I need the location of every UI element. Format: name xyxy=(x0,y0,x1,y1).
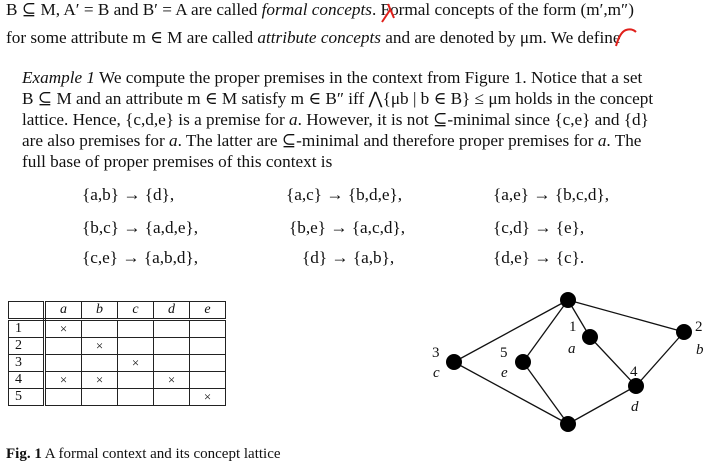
premise-3-2: {c,d} → {e}, xyxy=(493,218,585,237)
premise-3-3: {d,e} → {c}. xyxy=(493,248,585,267)
node-attr-d: d xyxy=(631,399,639,415)
attr-header-a: a xyxy=(45,302,82,320)
incidence-cell xyxy=(154,389,190,406)
incidence-cell xyxy=(118,338,154,355)
text-span: We compute the proper premises in the context from Figure 1. Notice that a set xyxy=(95,68,643,87)
caption-text: A formal context and its concept lattice xyxy=(41,446,281,462)
incidence-cell xyxy=(190,372,226,389)
incidence-cell xyxy=(45,355,82,372)
example-label: Example 1 xyxy=(22,68,96,87)
caption-label: Fig. 1 xyxy=(6,446,42,462)
red-annotation-mark-2 xyxy=(612,22,640,50)
premise-1-1: {a,b} → {d}, xyxy=(82,185,175,204)
lattice-node-top xyxy=(560,292,576,308)
red-annotation-mark-1 xyxy=(378,0,400,26)
lattice-nodes xyxy=(446,292,692,432)
node-label-3: 3 xyxy=(432,345,440,361)
incidence-cell xyxy=(118,320,154,338)
lattice-edge xyxy=(568,386,636,424)
node-label-1: 1 xyxy=(569,319,577,335)
var-a: a xyxy=(169,131,178,150)
table-row xyxy=(9,320,226,338)
figure-caption xyxy=(6,446,281,463)
node-attr-e: e xyxy=(501,365,508,381)
object-label: 4 xyxy=(9,372,45,389)
object-label: 3 xyxy=(9,355,45,372)
text-span: . The latter are ⊆-minimal and therefore proper premises for xyxy=(177,131,598,150)
incidence-cell xyxy=(82,389,118,406)
example-line-1 xyxy=(22,68,642,88)
incidence-cell xyxy=(82,355,118,372)
node-label-5: 5 xyxy=(500,345,508,361)
lattice-edge xyxy=(454,362,568,424)
lattice-edge xyxy=(454,300,568,362)
lattice-node-4 xyxy=(628,378,644,394)
incidence-cell xyxy=(154,355,190,372)
premise-1-2: {b,c} → {a,d,e}, xyxy=(82,218,199,237)
lattice-node-bottom xyxy=(560,416,576,432)
lattice-edge xyxy=(568,300,684,332)
premise-2-1: {a,c} → {b,d,e}, xyxy=(286,185,403,204)
node-label-2: 2 xyxy=(695,319,703,335)
object-label: 1 xyxy=(9,320,45,338)
attr-header-d: d xyxy=(154,302,190,320)
var-a: a xyxy=(597,131,607,150)
table-row xyxy=(9,355,226,372)
incidence-cell xyxy=(190,338,226,355)
premise-2-2: {b,e} → {a,c,d}, xyxy=(289,218,406,237)
var-a: a xyxy=(289,110,298,129)
incidence-cell: × xyxy=(190,389,226,406)
lattice-edge xyxy=(523,300,568,362)
term-attribute-concepts: attribute concepts xyxy=(257,28,381,47)
incidence-cell: × xyxy=(45,320,82,338)
attr-header-e: e xyxy=(190,302,226,320)
incidence-cell: × xyxy=(118,355,154,372)
node-label-4: 4 xyxy=(630,364,638,380)
object-label: 2 xyxy=(9,338,45,355)
object-label: 5 xyxy=(9,389,45,406)
table-row xyxy=(9,338,226,355)
text-span: B ⊆ M, A′ = B and B′ = A are called xyxy=(6,0,262,19)
incidence-cell: × xyxy=(82,372,118,389)
node-attr-b: b xyxy=(696,342,704,358)
incidence-cell: × xyxy=(45,372,82,389)
lattice-node-5 xyxy=(515,354,531,370)
premise-1-3: {c,e} → {a,b,d}, xyxy=(82,248,199,267)
incidence-cell xyxy=(45,338,82,355)
node-attr-c: c xyxy=(433,365,440,381)
text-span: are also premises for xyxy=(22,131,169,150)
incidence-cell xyxy=(154,320,190,338)
text-span: and are denoted by μm. We define xyxy=(381,28,621,47)
incidence-cell xyxy=(118,372,154,389)
text-span: for some attribute m ∈ M are called xyxy=(6,28,258,47)
formal-context-table xyxy=(8,301,226,406)
premise-3-1: {a,e} → {b,c,d}, xyxy=(493,185,610,204)
table-header-row xyxy=(9,302,226,320)
text-span: . The xyxy=(606,131,642,150)
attr-header-b: b xyxy=(82,302,118,320)
lattice-edge xyxy=(523,362,568,424)
example-line-4 xyxy=(22,131,641,151)
premise-2-3: {d} → {a,b}, xyxy=(302,248,395,267)
incidence-cell: × xyxy=(154,372,190,389)
lattice-node-2 xyxy=(676,324,692,340)
attr-header-c: c xyxy=(118,302,154,320)
table-row xyxy=(9,372,226,389)
text-span: . However, it is not ⊆-minimal since {c,e} and {d} xyxy=(297,110,649,129)
incidence-cell xyxy=(118,389,154,406)
text-span: . Formal concepts of the form (m′,m″) xyxy=(371,0,634,19)
example-line-3 xyxy=(22,110,649,130)
example-line-5: full base of proper premises of this context is xyxy=(22,152,333,171)
concept-lattice xyxy=(420,285,710,435)
lattice-edge xyxy=(636,332,684,386)
example-line-2: B ⊆ M and an attribute m ∈ M satisfy m ∈ B″ iff ⋀{μb | b ∈ B} ≤ μm holds in the concept xyxy=(22,89,654,108)
node-attr-a: a xyxy=(568,341,576,357)
table-row xyxy=(9,389,226,406)
text-span: lattice. Hence, {c,d,e} is a premise for xyxy=(22,110,290,129)
incidence-cell xyxy=(190,355,226,372)
incidence-cell: × xyxy=(82,338,118,355)
lattice-node-1 xyxy=(582,329,598,345)
term-formal-concepts: formal concepts xyxy=(261,0,372,19)
text-line-2 xyxy=(6,28,620,48)
incidence-cell xyxy=(190,320,226,338)
incidence-cell xyxy=(82,320,118,338)
text-line-1 xyxy=(6,0,634,20)
incidence-cell xyxy=(154,338,190,355)
incidence-cell xyxy=(45,389,82,406)
table-corner xyxy=(9,302,45,320)
lattice-node-3 xyxy=(446,354,462,370)
